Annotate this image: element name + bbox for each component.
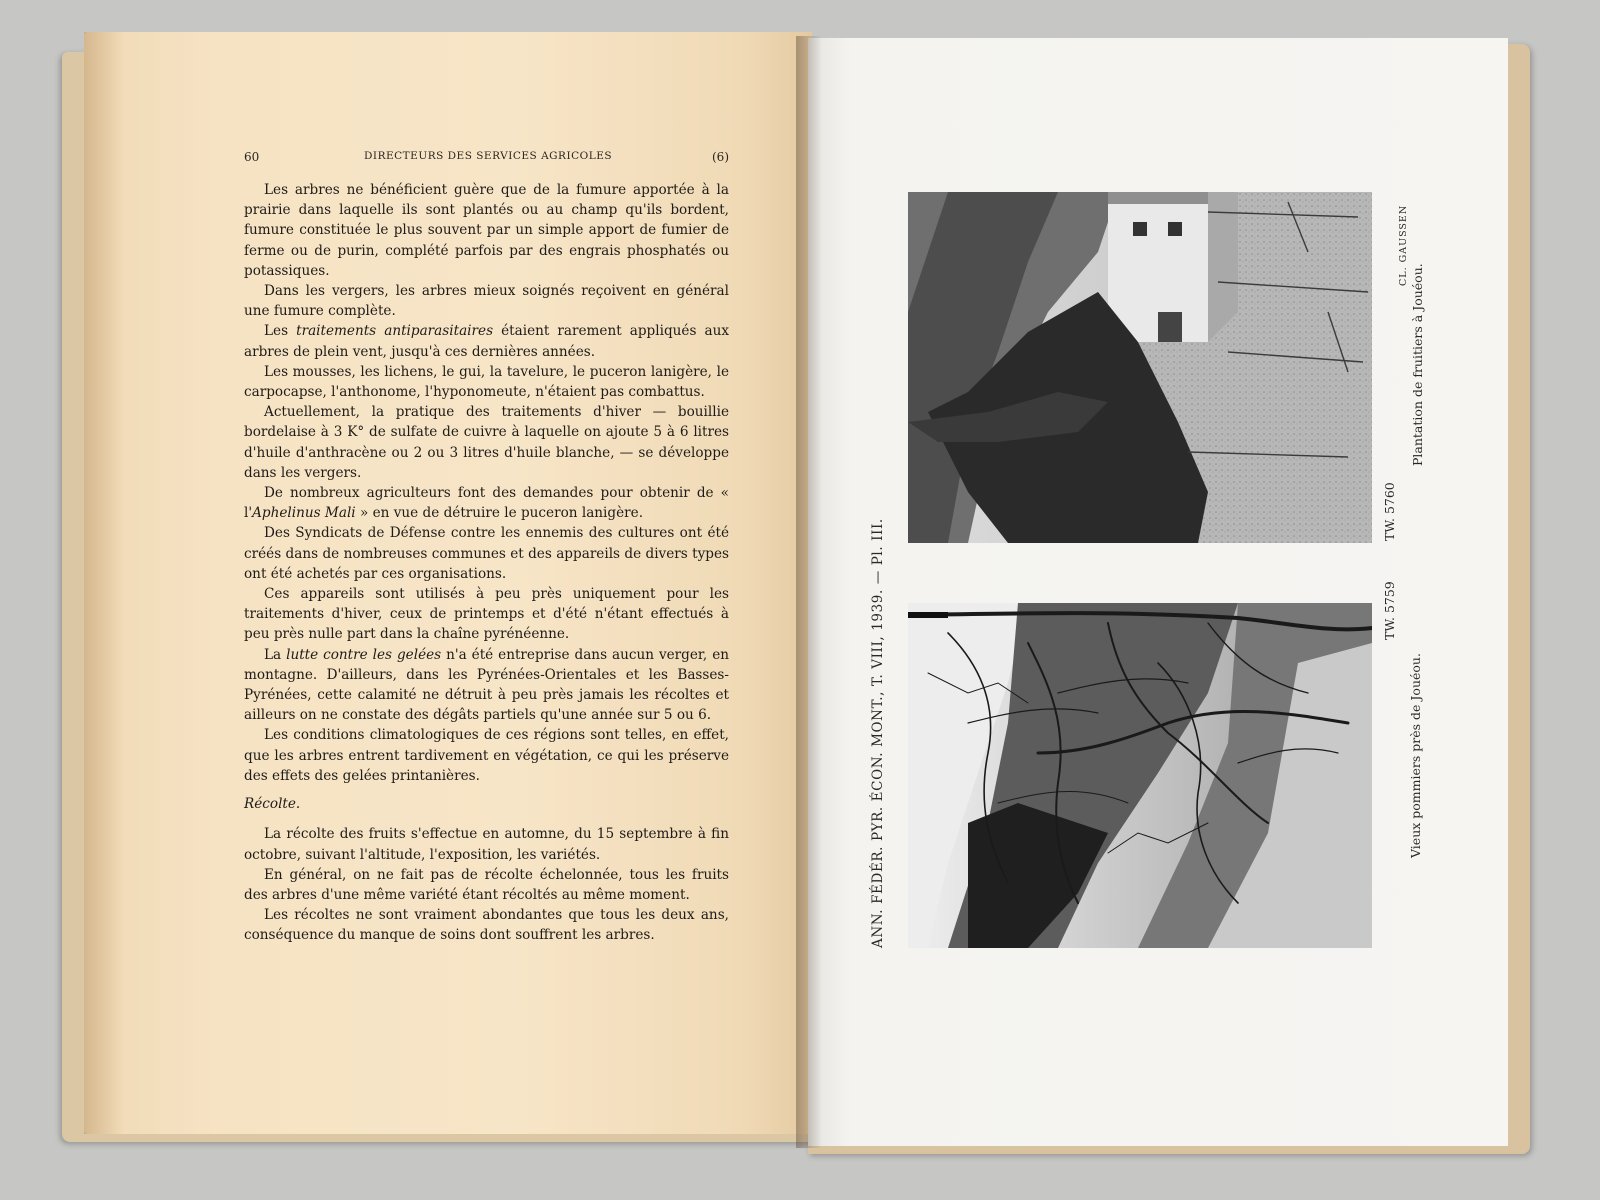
paragraph: En général, on ne fait pas de récolte échelonnée, tous les fruits des arbres d'une même variété étant récoltés au même moment. bbox=[244, 866, 729, 903]
photo-credit: CL. GAUSSEN bbox=[1398, 204, 1409, 286]
paragraph: Des Syndicats de Défense contre les ennemis des cultures ont été créés dans de nombreuses communes et des appareils de divers types ont été achetés par ces organisations. bbox=[244, 525, 729, 582]
body-text bbox=[244, 180, 729, 946]
paragraph: Les traitements antiparasitaires étaient rarement appliqués aux arbres de plein vent, jusqu'à ces dernières années. bbox=[244, 323, 730, 360]
plate-title: ANN. FÉDÉR. PYR. ÉCON. MONT., T. VIII, 1939. — Pl. III. bbox=[870, 518, 886, 948]
photo-orchard-plantation bbox=[908, 192, 1372, 543]
section-number: (6) bbox=[712, 150, 729, 164]
paragraph: De nombreux agriculteurs font des demandes pour obtenir de « l'Aphelinus Mali » en vue de détruire le puceron lanigère. bbox=[244, 485, 729, 522]
page-number: 60 bbox=[244, 150, 260, 164]
spine-shadow bbox=[796, 36, 822, 1148]
running-title: DIRECTEURS DES SERVICES AGRICOLES bbox=[364, 150, 613, 162]
paragraph: Les récoltes ne sont vraiment abondantes que tous les deux ans, conséquence du manque de soins dont souffrent les arbres. bbox=[244, 907, 729, 944]
photo-ref-top: TW. 5760 bbox=[1382, 482, 1397, 541]
section-heading: Récolte. bbox=[244, 796, 301, 813]
paragraph: La récolte des fruits s'effectue en automne, du 15 septembre à fin octobre, suivant l'altitude, l'exposition, les variétés. bbox=[244, 826, 729, 863]
paragraph: Les arbres ne bénéficient guère que de la fumure apportée à la prairie dans laquelle ils sont plantés ou au champ qu'ils bordent, fumure constituée le plus souvent par un simple apport de fumier de ferme ou de purin, complété parfois par des engrais phosphatés ou potassiques. bbox=[244, 182, 729, 279]
photo-caption-top: Plantation de fruitiers à Jouéou. bbox=[1410, 263, 1425, 466]
paragraph: Dans les vergers, les arbres mieux soignés reçoivent en général une fumure complète. bbox=[244, 283, 729, 320]
paragraph: Les mousses, les lichens, le gui, la tavelure, le puceron lanigère, le carpocapse, l'anthonome, l'hyponomeute, n'étaient pas combattus. bbox=[244, 363, 729, 401]
paragraph: Ces appareils sont utilisés à peu près uniquement pour les traitements d'hiver, ceux de printemps et d'été n'étant effectués à peu près nulle part dans la chaîne pyrénéenne. bbox=[244, 586, 729, 643]
photo-caption-bottom: Vieux pommiers près de Jouéou. bbox=[1408, 653, 1423, 858]
running-head bbox=[244, 150, 729, 170]
photo-ref-bottom: TW. 5759 bbox=[1382, 581, 1397, 640]
paragraph: Actuellement, la pratique des traitements d'hiver — bouillie bordelaise à 3 K° de sulfate de cuivre à laquelle on ajoute 5 à 6 litres d'huile d'anthracène ou 2 ou 3 litres d'huile blanche, — se développe dans les vergers. bbox=[244, 404, 729, 481]
paragraph: Les conditions climatologiques de ces régions sont telles, en effet, que les arbres entrent tardivement en végétation, ce qui les préserve des effets des gelées printanières. bbox=[244, 727, 729, 784]
photo-old-apple-trees bbox=[908, 603, 1372, 948]
paragraph: La lutte contre les gelées n'a été entreprise dans aucun verger, en montagne. D'ailleurs, dans les Pyrénées-Orientales et les Basses-Pyrénées, cette calamité ne détruit à peu près jamais les récoltes et ailleurs on ne constate des dégâts partiels qu'une année sur 5 ou 6. bbox=[244, 646, 729, 724]
